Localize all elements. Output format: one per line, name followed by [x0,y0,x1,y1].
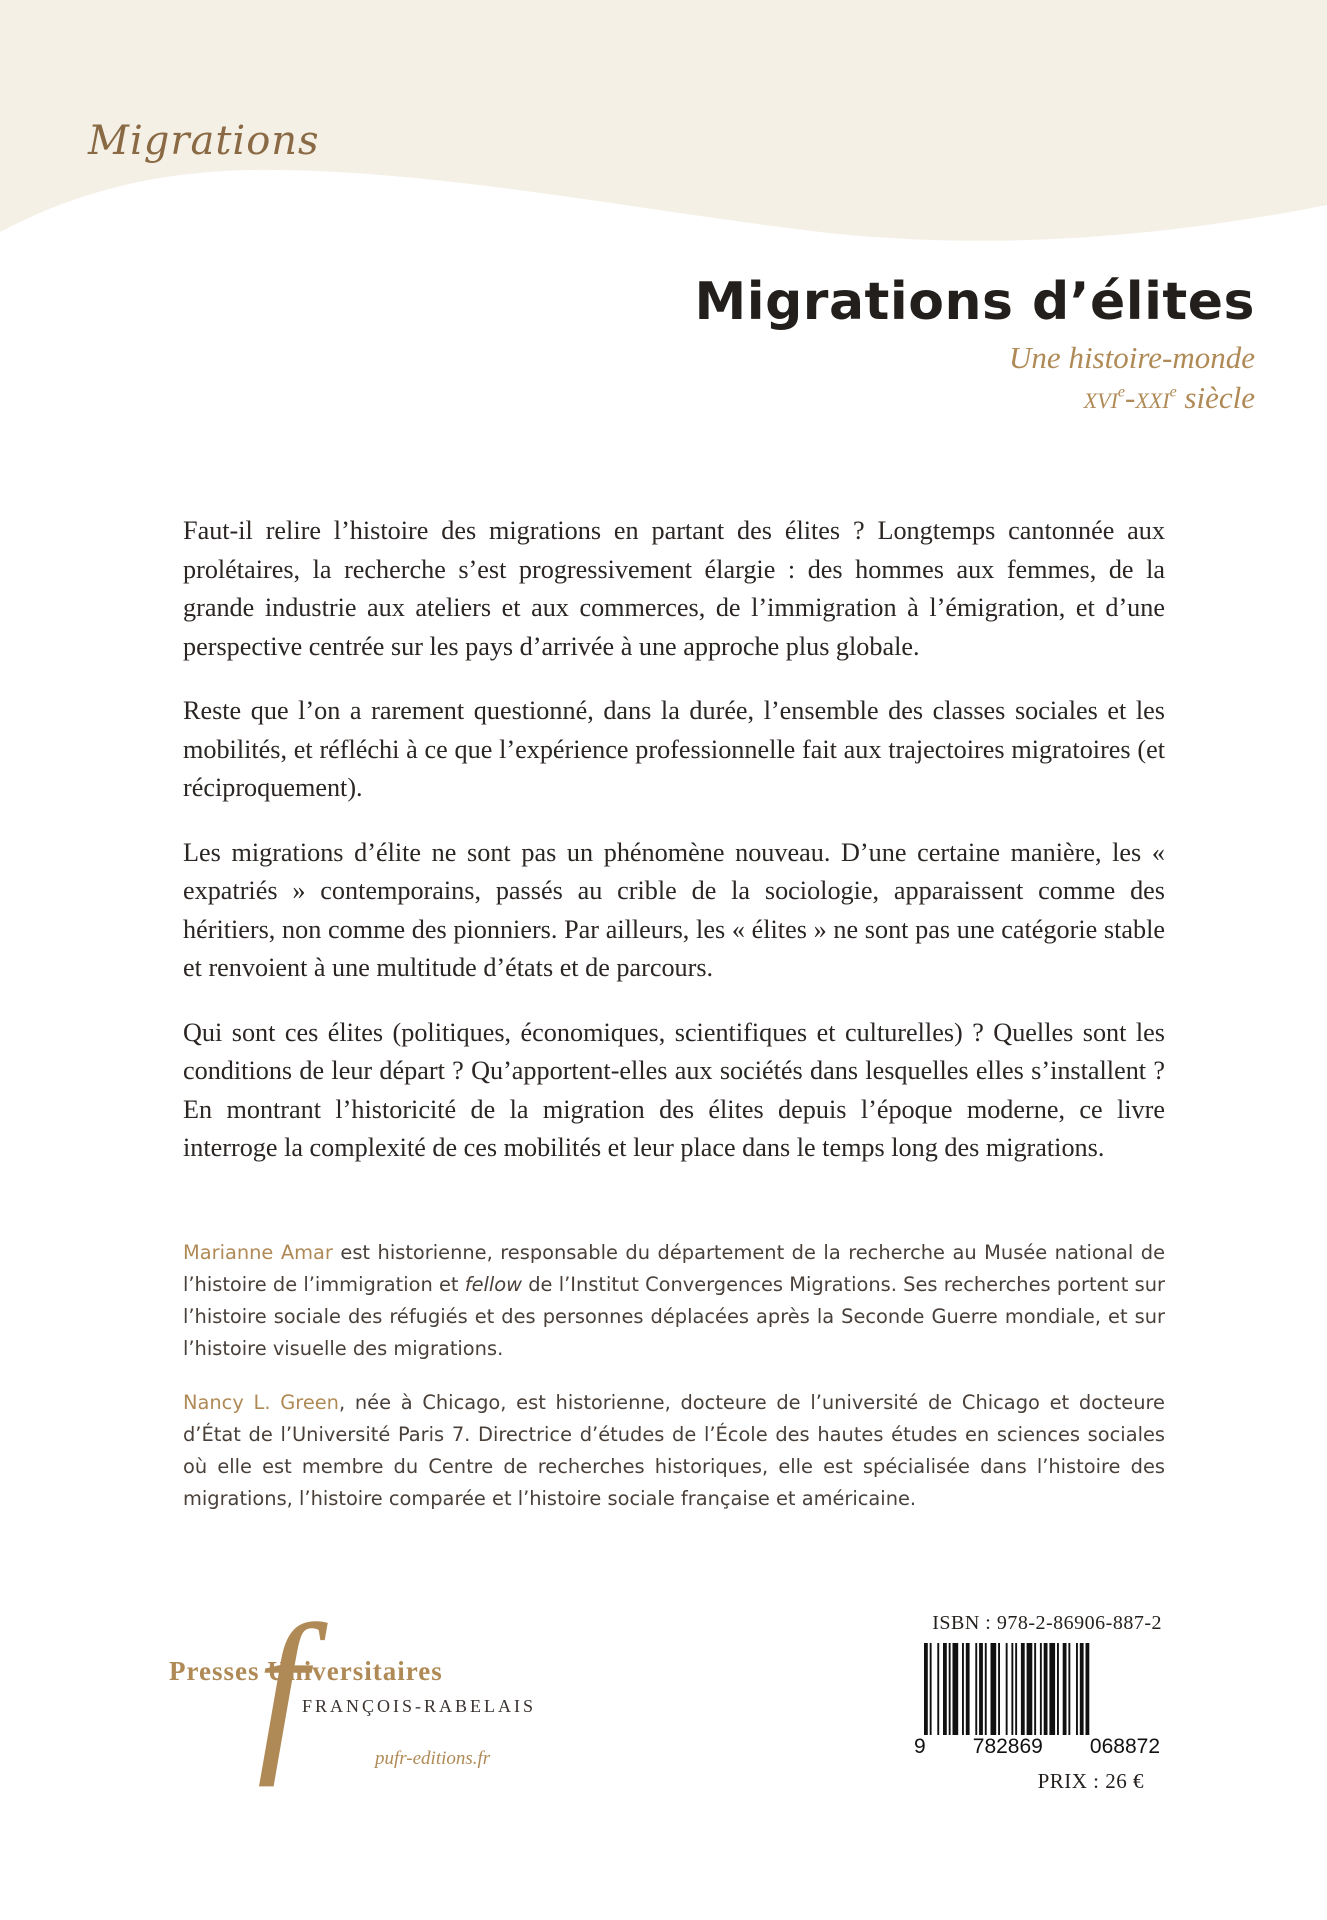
author-bio [183,1237,1165,1365]
barcode-bar [1057,1643,1059,1735]
book-title: Migrations d’élites [694,272,1255,332]
barcode-bar [975,1643,977,1735]
barcode-bar [1068,1643,1070,1735]
barcode-bar [966,1643,970,1735]
barcode-bar [1015,1643,1017,1735]
century-word: siècle [1176,380,1255,415]
barcode-bar [924,1643,928,1735]
barcode-bar [1063,1643,1067,1735]
blurb-paragraph: Qui sont ces élites (politiques, économiques, scientifiques et culturelles) ? Quelles sont les conditions de leur départ ? Qu’apportent-elles aux sociétés dans lesquelles elles s’installent ? En montrant l’historicité de la migration des élites depuis l’époque moderne, ce livre interroge la complexité de ces mobilités et leur place dans le temps long des migrations. [183,1017,1165,1162]
author-bios [183,1237,1165,1537]
barcode-bar [979,1643,983,1735]
century-start: xvi [1083,380,1118,415]
barcode-bar [962,1643,964,1735]
century-sup-start: e [1117,383,1126,401]
book-subtitle: Une histoire-monde [1009,340,1255,375]
barcode-bar [1034,1643,1036,1735]
blurb-paragraph: Les migrations d’élite ne sont pas un phénomène nouveau. D’une certaine manière, les « expatriés » contemporains, passés au crible de la sociologie, apparaissent comme des héritiers, non comme des pionniers. Par ailleurs, les « élites » ne sont pas une catégorie stable et renvoient à une multitude d’états et de parcours. [183,837,1165,982]
publisher-logo [165,1588,537,1787]
barcode-bar [937,1643,939,1735]
barcode-bar [1044,1643,1048,1735]
series-logo [88,118,320,164]
bio-text: , née à Chicago, est historienne, docteure de l’université de Chicago et docteure d’État de l’Université Paris 7. Directrice d’études de l’École des hautes études en sciences sociales où elle est membre du Centre de recherches historiques, elle est spécialisée dans l’histoire des migrations, l’histoire comparée et l’histoire sociale française et américaine. [183,1391,1165,1510]
title-block [695,272,1255,416]
bio-text: de l’Institut Convergences Migrations. Ses recherches portent sur l’histoire sociale des réfugiés et des personnes déplacées après la Seconde Guerre mondiale, et sur l’histoire visuelle des migrations. [183,1273,1165,1360]
blurb-paragraph: Reste que l’on a rarement questionné, dans la durée, l’ensemble des classes sociales et les mobilités, et réfléchi à ce que l’expérience professionnelle fait aux trajectoires migratoires (et réciproquement). [183,696,1165,802]
ean-left-group: 782869 [972,1735,1043,1758]
century-dash: - [1125,380,1136,415]
author-bio [183,1387,1165,1515]
barcode-bar [1040,1643,1042,1735]
ean-first-digit: 9 [914,1735,926,1758]
back-cover-blurb [183,512,1165,1194]
publisher-monogram: f [257,1588,308,1787]
barcode-bar [953,1643,959,1735]
barcode-bar [930,1643,932,1735]
publisher-url: pufr-editions.fr [375,1748,491,1769]
barcode-bar [1027,1643,1033,1735]
publisher-name: Presses Universitaires [169,1656,443,1686]
isbn-label: ISBN : 978-2-86906-887-2 [932,1612,1162,1634]
barcode-bar [1086,1643,1090,1735]
book-century [695,380,1255,416]
bio-italic: fellow [464,1273,523,1296]
author-name: Nancy L. Green [183,1391,339,1414]
publisher-subname: FRANÇOIS-RABELAIS [302,1696,537,1716]
barcode-bar [1011,1643,1013,1735]
barcode-bar [991,1643,997,1735]
barcode-bar [1076,1643,1078,1735]
bio-text: est historienne, responsable du département de la recherche au Musée national de l’histoire de l’immigration et [183,1241,1165,1296]
barcode [912,1643,1162,1735]
isbn-block [912,1612,1162,1794]
author-name: Marianne Amar [183,1241,333,1264]
barcode-bar [1080,1643,1084,1735]
ean-right-group: 068872 [1089,1735,1160,1758]
barcode-bar [1021,1643,1025,1735]
ean-digits [912,1735,1162,1759]
blurb-paragraph: Faut-il relire l’histoire des migrations en partant des élites ? Longtemps cantonnée aux prolétaires, la recherche s’est progressivement élargie : des hommes aux femmes, de la grande industrie aux ateliers et aux commerces, de l’immigration à l’émigration, et d’une perspective centrée sur les pays d’arrivée à une approche plus globale. [183,516,1165,661]
series-label: Migrations [88,118,320,164]
century-end: xxi [1135,380,1170,415]
century-sup-end: e [1169,383,1177,401]
barcode-bar [998,1643,1000,1735]
price: PRIX : 26 € [1037,1769,1144,1793]
barcode-bar [943,1643,947,1735]
barcode-bar [985,1643,987,1735]
barcode-bar [1049,1643,1055,1735]
barcode-bar [1006,1643,1008,1735]
barcode-bar [949,1643,951,1735]
